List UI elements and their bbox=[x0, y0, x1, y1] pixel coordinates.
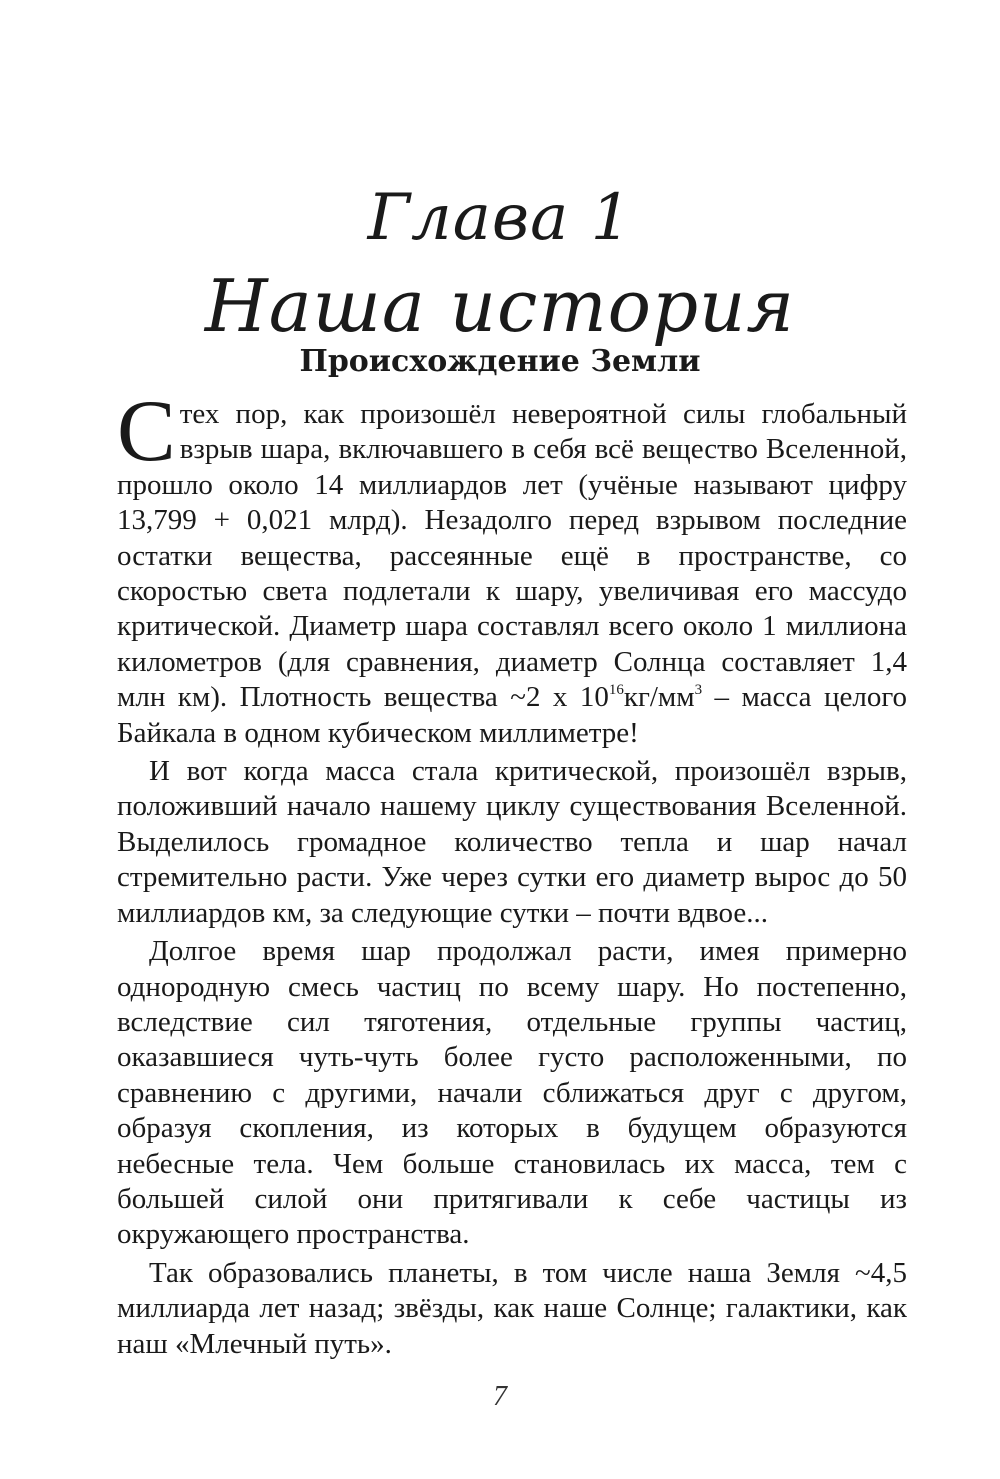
chapter-title bbox=[0, 178, 1000, 354]
chapter-number: Глава 1 bbox=[367, 181, 633, 255]
exponent-3: 3 bbox=[694, 682, 703, 699]
chapter-name: Наша история bbox=[204, 264, 796, 348]
page-number: 7 bbox=[493, 1381, 507, 1412]
paragraph-1-text-b: кг/мм bbox=[623, 681, 695, 714]
paragraph-3: Долгое время шар продолжал расти, имея примерно однородную смесь частиц по всему шару. Но постепенно, вследствие сил тяготения, отдельные группы частиц, оказавшиеся чуть-чуть более густо расположенными, по сравнению с другими, начали сближаться друг с другом, образуя скопления, из которых в будущем образуются небесные тела. Чем больше становилась их масса, тем с большей силой они притягивали к себе частицы из окружающего пространства. bbox=[117, 935, 907, 1251]
drop-cap: С bbox=[117, 383, 176, 480]
paragraph-2: И вот когда масса стала критической, произошёл взрыв, положивший начало нашему циклу существования Вселенной. Выделилось громадное количество тепла и шар начал стремительно расти. Уже через сутки его диаметр вырос до 50 миллиардов км, за следующие сутки – почти вдвое... bbox=[117, 755, 907, 929]
paragraph-1-text-a: тех пор, как произошёл невероятной силы глобальный взрыв шара, включавшего в себя всё вещество Вселенной, прошло около 14 миллиардов лет (учёные называют цифру 13,799 + 0,021 млрд). Незадолго перед взрывом последние остатки вещества, рассеянные ещё в пространстве, со скоростью света подлетали к шару, увеличивая его массудо критической. Диаметр шара составлял всего около 1 миллиона километров (для сравнения, диаметр Солнца составляет 1,4 млн км). Плотность вещества ~2 x 10 bbox=[117, 398, 907, 714]
paragraph-1 bbox=[117, 383, 907, 751]
exponent-16: 16 bbox=[608, 682, 624, 699]
paragraph-4: Так образовались планеты, в том числе наша Земля ~4,5 миллиарда лет назад; звёзды, как наше Солнце; галактики, как наш «Млечный путь». bbox=[117, 1256, 907, 1360]
paragraph-1-text-c: – масса целого Байкала в одном кубическом миллиметре! bbox=[117, 681, 907, 749]
body-text bbox=[117, 383, 907, 1362]
section-heading: Происхождение Земли bbox=[299, 344, 701, 379]
